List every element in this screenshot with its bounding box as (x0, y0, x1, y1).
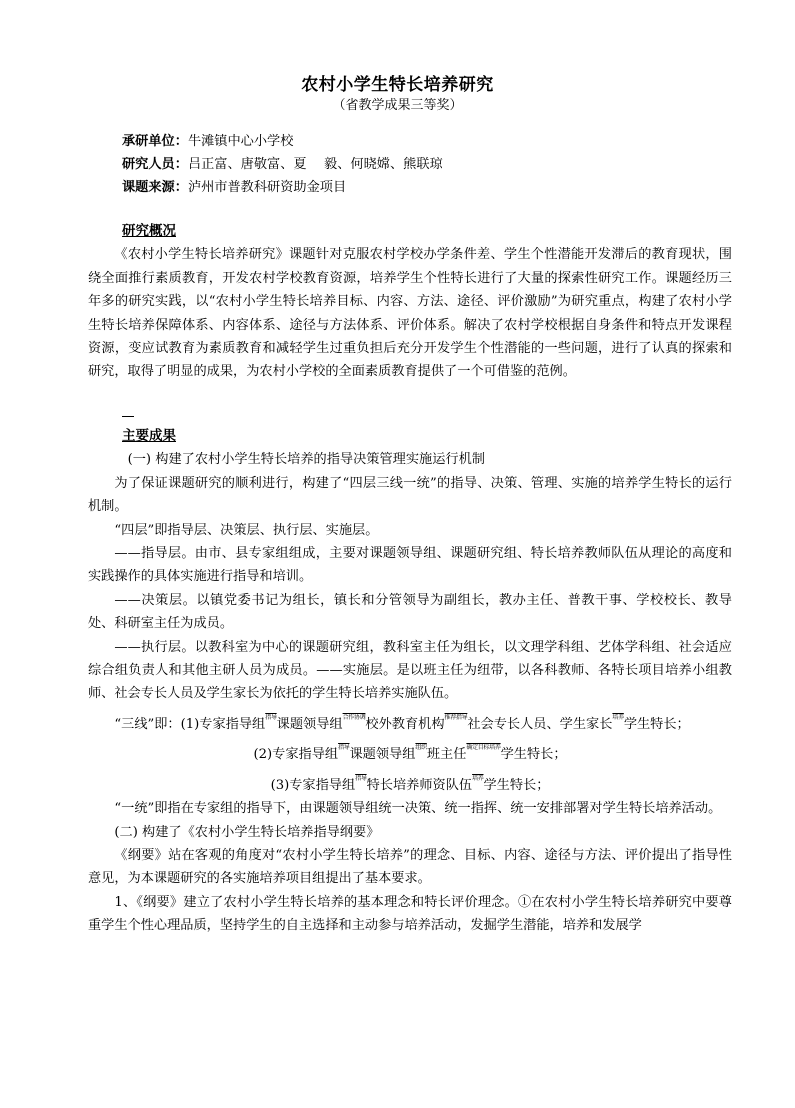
results-section (88, 412, 732, 938)
line3-text-b: 特长培养师资队伍 (366, 777, 473, 793)
overview-section (88, 220, 732, 384)
results-paragraph-1: 为了保证课题研究的顺利进行，构建了“四层三线一统”的指导、决策、管理、实施的培养学生特长的运行机制。 (88, 475, 732, 515)
results-paragraph-5: ——执行层。以教科室为中心的课题研究组，教科室主任为组长，以文理学科组、艺体学科组、社会适应综合组负责人和其他主研人员为成员。——实施层。是以班主任为纽带，以各科教师、各特长项目培养小组教师、社会专长人员及学生家长为依托的学生特长培养实施队伍。 (88, 639, 732, 702)
line1-text-a: “三线”即：(1)专家指导组 (114, 716, 266, 732)
line1-arrow-label-4: 培养 (612, 713, 624, 721)
line3-text-a: (3)专家指导组 (270, 777, 356, 793)
overview-paragraph: 《农村小学生特长培养研究》课题针对克服农村学校办学条件差、学生个性潜能开发滞后的教育现状，围绕全面推行素质教育，开发农村学校教育资源，培养学生个性特长进行了大量的探索性研究工作。课题经历三年多的研究实践，以“农村小学生特长培养目标、内容、方法、途径、评价激励”为研究重点，构建了农村小学生特长培养保障体系、内容体系、途径与方法体系、评价体系。解决了农村学校根据自身条件和特点开发课程资源，变应试教育为素质教育和减轻学生过重负担后充分开发学生个性潜能的一些问题，进行了认真的探索和研究，取得了明显的成果，为农村小学校的全面素质教育提供了一个可借鉴的范例。 (88, 247, 732, 380)
results-paragraph-3: ——指导层。由市、县专家组组成，主要对课题领导组、课题研究组、特长培养教师队伍从理论的高度和实践操作的具体实施进行指导和培训。 (88, 546, 732, 585)
line3-arrow-label-2: 培养 (472, 774, 484, 782)
subsection-2-heading: (二) 构建了《农村小学生特长培养指导纲要》 (114, 824, 380, 840)
meta-source-value: 泸州市普教科研资助金项目 (187, 180, 347, 195)
line3-text-c: 学生特长； (483, 777, 550, 793)
line2-arrow-label-2: 组织 (415, 744, 427, 752)
page-title: 农村小学生特长培养研究 (301, 75, 494, 95)
meta-people (122, 155, 443, 175)
line2-arrow-label-1: 指导 (338, 744, 350, 752)
line1-text-e: 学生特长； (623, 716, 690, 732)
line1-arrow-label-1: 指导 (265, 713, 277, 721)
results-paragraph-7: 《纲要》站在客观的角度对“农村小学生特长培养”的理念、目标、内容、途径与方法、评价提出了指导性意见，为本课题研究的各实施培养项目组提出了基本要求。 (88, 847, 732, 887)
line2-arrow-label-3: 确定目标培养 (466, 744, 501, 752)
line3-arrow-label-1: 指导 (355, 774, 367, 782)
results-paragraph-2: “四层”即指导层、决策层、执行层、实施层。 (114, 522, 379, 538)
meta-unit-value: 牛滩镇中心小学校 (187, 134, 294, 149)
line2-text-c: 班主任 (426, 747, 467, 763)
meta-source-label: 课题来源： (122, 180, 188, 195)
line2-text-d: 学生特长； (500, 747, 567, 763)
results-paragraph-4: ——决策层。以镇党委书记为组长，镇长和分管领导为副组长，教办主任、普教干事、学校校长、教导处、科研室主任为成员。 (88, 592, 732, 632)
line2-text-a: (2)专家指导组 (253, 747, 339, 763)
three-lines-line-2 (88, 736, 732, 766)
section-divider (122, 416, 134, 425)
results-paragraph-8: 1、《纲要》建立了农村小学生特长培养的基本理念和特长评价理念。①在农村小学生特长培养研究中要尊重学生个性心理品质，坚持学生的自主选择和主动参与培养活动，发掘学生潜能，培养和发展学 (88, 894, 732, 934)
three-lines-line-1 (88, 706, 732, 736)
three-lines-line-3 (88, 767, 732, 797)
overview-heading: 研究概况 (122, 223, 176, 239)
line1-text-c: 校外教育机构 (365, 716, 445, 732)
line1-text-d: 社会专长人员、学生家长 (467, 716, 613, 732)
meta-unit (122, 132, 293, 152)
line2-text-b: 课题领导组 (349, 747, 416, 763)
results-heading: 主要成果 (122, 428, 176, 444)
line1-text-b: 课题领导组 (276, 716, 343, 732)
meta-people-value: 吕正富、唐敬富、夏 毅、何晓嫦、熊联琼 (187, 157, 443, 172)
line1-arrow-label-2: 合作协调 (342, 713, 366, 721)
line1-arrow-label-3: 推荐指导 (444, 713, 468, 721)
subsection-1-heading: (一) 构建了农村小学生特长培养的指导决策管理实施运行机制 (127, 452, 485, 468)
meta-source (122, 178, 346, 198)
meta-people-label: 研究人员： (122, 157, 188, 172)
page-subtitle: （省教学成果三等奖） (332, 98, 463, 113)
results-paragraph-6: “一统”即指在专家组的指导下，由课题领导组统一决策、统一指挥、统一安排部署对学生特长培养活动。 (114, 801, 722, 817)
meta-unit-label: 承研单位： (122, 134, 188, 149)
